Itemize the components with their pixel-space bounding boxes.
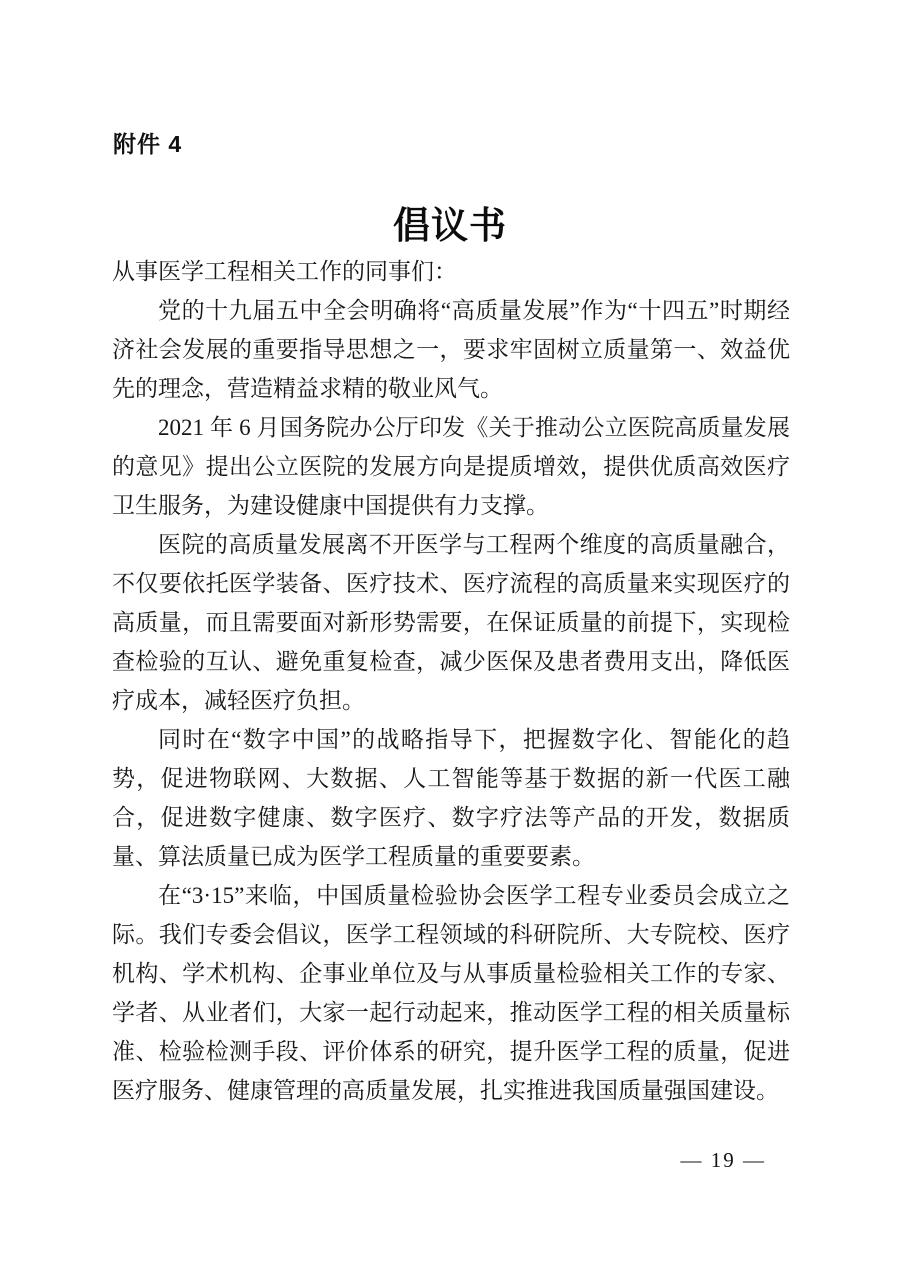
body-paragraph-1: 党的十九届五中全会明确将“高质量发展”作为“十四五”时期经济社会发展的重要指导思想之一，要求牢固树立质量第一、效益优先的理念，营造精益求精的敬业风气。 [112,298,790,401]
document-body [112,252,790,1110]
body-paragraph-4: 同时在“数字中国”的战略指导下，把握数字化、智能化的趋势，促进物联网、大数据、人工智能等基于数据的新一代医工融合，促进数字健康、数字医疗、数字疗法等产品的开发，数据质量、算法质量已成为医学工程质量的重要要素。 [112,727,790,869]
page-number: — 19 — [680,1148,766,1172]
body-paragraph-5: 在“3·15”来临，中国质量检验协会医学工程专业委员会成立之际。我们专委会倡议，医学工程领域的科研院所、大专院校、医疗机构、学术机构、企事业单位及与从事质量检验相关工作的专家、学者、从业者们，大家一起行动起来，推动医学工程的相关质量标准、检验检测手段、评价体系的研究，提升医学工程的质量，促进医疗服务、健康管理的高质量发展，扎实推进我国质量强国建设。 [112,883,790,1103]
salutation-line: 从事医学工程相关工作的同事们： [112,259,457,284]
body-paragraph-2: 2021 年 6 月国务院办公厅印发《关于推动公立医院高质量发展的意见》提出公立医院的发展方向是提质增效，提供优质高效医疗卫生服务，为建设健康中国提供有力支撑。 [112,415,790,518]
attachment-label: 附件 4 [113,131,183,157]
document-title: 倡议书 [393,204,507,246]
body-paragraph-3: 医院的高质量发展离不开医学与工程两个维度的高质量融合，不仅要依托医学装备、医疗技术、医疗流程的高质量来实现医疗的高质量，而且需要面对新形势需要，在保证质量的前提下，实现检查检验的互认、避免重复检查，减少医保及患者费用支出，降低医疗成本，减轻医疗负担。 [112,532,790,713]
